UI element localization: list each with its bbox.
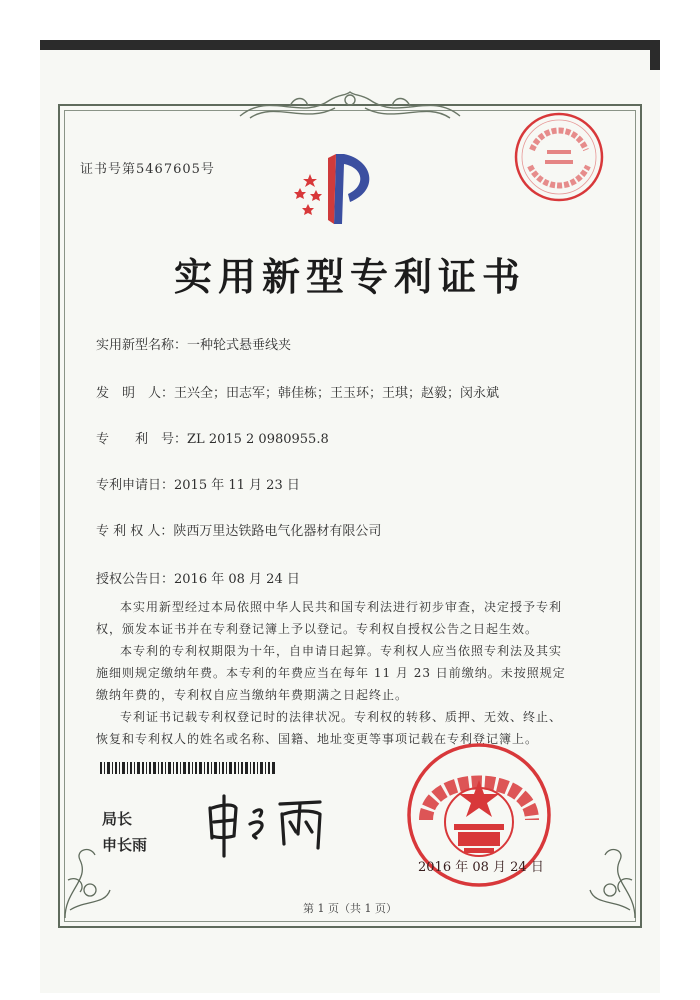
scan-edge-right: [650, 40, 660, 70]
utility-model-name-row: [96, 334, 291, 353]
barcode-icon: [100, 762, 276, 774]
page-indicator: 第 1 页（共 1 页）: [303, 902, 397, 915]
filing-date-label: 专利申请日：: [96, 478, 175, 493]
certificate-title: 实用新型专利证书: [173, 254, 526, 299]
certificate-number-value: 5467605: [136, 162, 201, 177]
patent-holder-value: 陕西万里达铁路电气化器材有限公司: [173, 524, 382, 539]
grant-date-value: 2016 年 08 月 24 日: [174, 572, 300, 587]
patent-number-label: 专 利 号：: [96, 432, 188, 447]
inventor-value: 王兴全；田志军；韩佳栋；王玉环；王琪；赵毅；闵永斌: [174, 386, 500, 401]
utility-model-name-value: 一种轮式悬垂线夹: [187, 338, 292, 353]
certificate-number-suffix: 号: [200, 162, 215, 177]
patent-holder-label: 专 利 权 人：: [96, 524, 174, 539]
seal-date: 2016 年 08 月 24 日: [418, 860, 544, 875]
patent-office-logo-icon: [288, 150, 388, 230]
filing-date-row: [96, 474, 300, 493]
patent-number-value: ZL 2015 2 0980955.8: [187, 432, 329, 447]
filing-date-value: 2015 年 11 月 23 日: [174, 478, 300, 493]
inventor-label: 发 明 人：: [96, 386, 175, 401]
body-paragraph-3: 专利证书记载专利权登记时的法律状况。专利权的转移、质押、无效、终止、恢复和专利权人的姓名或名称、国籍、地址变更等事项记载在专利登记簿上。: [96, 710, 563, 746]
body-paragraph-2: 本专利的专利权期限为十年，自申请日起算。专利权人应当依照专利法及其实施细则规定缴纳年费。本专利的年费应当在每年 11 月 23 日前缴纳。未按照规定缴纳年费的，专利权自应当缴纳年费期满之日起终止。: [96, 644, 566, 702]
director-name: 申长雨: [102, 836, 148, 854]
patent-holder-row: [96, 520, 381, 539]
grant-date-label: 授权公告日：: [96, 572, 175, 587]
certificate-number-label: 证书号第: [80, 162, 137, 177]
inventor-row: [96, 382, 499, 401]
body-paragraph-1: 本实用新型经过本局依照中华人民共和国专利法进行初步审查，决定授予专利权，颁发本证书并在专利登记簿上予以登记。专利权自授权公告之日起生效。: [96, 600, 563, 636]
certificate-number: [80, 158, 215, 177]
utility-model-name-label: 实用新型名称：: [96, 338, 188, 353]
tax-stamp-icon: [512, 110, 606, 204]
director-title: 局长: [102, 810, 133, 828]
grant-date-row: [96, 568, 300, 587]
scan-margin: [0, 0, 700, 38]
handwritten-signature-icon: [200, 790, 340, 860]
scan-edge: [40, 40, 660, 50]
top-ornament-icon: [230, 86, 470, 126]
patent-number-row: [96, 428, 329, 447]
